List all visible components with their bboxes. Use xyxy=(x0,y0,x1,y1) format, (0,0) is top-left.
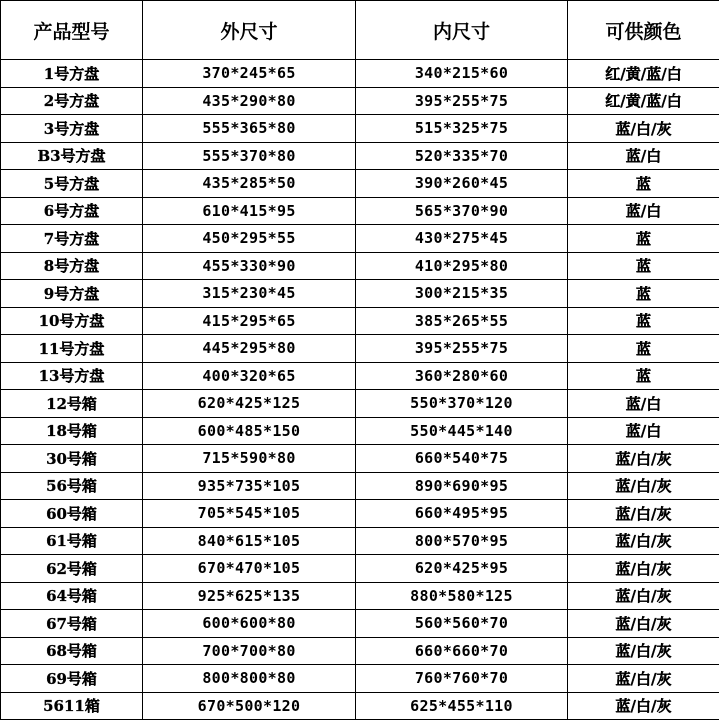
table-row xyxy=(1,335,719,363)
cell-colors: 蓝 xyxy=(568,362,719,390)
cell-outer-size: 600*600*80 xyxy=(143,610,356,638)
cell-model: 2号方盘 xyxy=(1,87,143,115)
cell-colors: 蓝/白/灰 xyxy=(568,610,719,638)
cell-model: 60号箱 xyxy=(1,500,143,528)
cell-colors: 蓝/白/灰 xyxy=(568,115,719,143)
table-row xyxy=(1,225,719,253)
cell-outer-size: 435*290*80 xyxy=(143,87,356,115)
cell-colors: 蓝 xyxy=(568,335,719,363)
cell-inner-size: 625*455*110 xyxy=(356,692,568,720)
cell-colors: 蓝/白 xyxy=(568,142,719,170)
cell-inner-size: 880*580*125 xyxy=(356,582,568,610)
cell-colors: 蓝/白/灰 xyxy=(568,527,719,555)
cell-model: 67号箱 xyxy=(1,610,143,638)
cell-outer-size: 415*295*65 xyxy=(143,307,356,335)
cell-inner-size: 565*370*90 xyxy=(356,197,568,225)
cell-inner-size: 360*280*60 xyxy=(356,362,568,390)
table-row xyxy=(1,500,719,528)
cell-outer-size: 670*470*105 xyxy=(143,555,356,583)
cell-model: 69号箱 xyxy=(1,665,143,693)
cell-model: 1号方盘 xyxy=(1,60,143,88)
cell-model: 8号方盘 xyxy=(1,252,143,280)
table-row xyxy=(1,555,719,583)
cell-outer-size: 700*700*80 xyxy=(143,637,356,665)
table-row xyxy=(1,637,719,665)
cell-inner-size: 890*690*95 xyxy=(356,472,568,500)
table-row xyxy=(1,582,719,610)
cell-inner-size: 390*260*45 xyxy=(356,170,568,198)
table-row xyxy=(1,665,719,693)
cell-model: 10号方盘 xyxy=(1,307,143,335)
cell-outer-size: 670*500*120 xyxy=(143,692,356,720)
table-row xyxy=(1,527,719,555)
cell-colors: 红/黄/蓝/白 xyxy=(568,87,719,115)
cell-outer-size: 925*625*135 xyxy=(143,582,356,610)
cell-colors: 蓝/白/灰 xyxy=(568,637,719,665)
cell-outer-size: 555*365*80 xyxy=(143,115,356,143)
cell-colors: 蓝/白/灰 xyxy=(568,582,719,610)
cell-model: 3号方盘 xyxy=(1,115,143,143)
cell-inner-size: 550*445*140 xyxy=(356,417,568,445)
table-row xyxy=(1,252,719,280)
cell-outer-size: 800*800*80 xyxy=(143,665,356,693)
cell-colors: 蓝/白/灰 xyxy=(568,692,719,720)
table-row xyxy=(1,197,719,225)
cell-colors: 蓝/白/灰 xyxy=(568,665,719,693)
cell-inner-size: 340*215*60 xyxy=(356,60,568,88)
table-row xyxy=(1,170,719,198)
cell-colors: 蓝/白 xyxy=(568,390,719,418)
cell-inner-size: 800*570*95 xyxy=(356,527,568,555)
table-row xyxy=(1,115,719,143)
cell-model: 6号方盘 xyxy=(1,197,143,225)
table-row xyxy=(1,87,719,115)
cell-outer-size: 715*590*80 xyxy=(143,445,356,473)
table-header-row xyxy=(1,1,719,60)
cell-inner-size: 410*295*80 xyxy=(356,252,568,280)
table-row xyxy=(1,362,719,390)
cell-model: 5号方盘 xyxy=(1,170,143,198)
cell-inner-size: 760*760*70 xyxy=(356,665,568,693)
cell-model: 12号箱 xyxy=(1,390,143,418)
table-row xyxy=(1,692,719,720)
cell-model: 62号箱 xyxy=(1,555,143,583)
header-model: 产品型号 xyxy=(1,1,143,60)
table-row xyxy=(1,307,719,335)
cell-colors: 蓝/白/灰 xyxy=(568,472,719,500)
cell-outer-size: 455*330*90 xyxy=(143,252,356,280)
cell-outer-size: 600*485*150 xyxy=(143,417,356,445)
cell-model: 5611箱 xyxy=(1,692,143,720)
cell-colors: 蓝/白 xyxy=(568,197,719,225)
cell-model: 18号箱 xyxy=(1,417,143,445)
cell-model: 64号箱 xyxy=(1,582,143,610)
cell-inner-size: 550*370*120 xyxy=(356,390,568,418)
cell-inner-size: 660*660*70 xyxy=(356,637,568,665)
table-row xyxy=(1,472,719,500)
cell-model: 61号箱 xyxy=(1,527,143,555)
cell-inner-size: 395*255*75 xyxy=(356,335,568,363)
cell-colors: 红/黄/蓝/白 xyxy=(568,60,719,88)
header-inner-size: 内尺寸 xyxy=(356,1,568,60)
cell-inner-size: 520*335*70 xyxy=(356,142,568,170)
cell-model: 56号箱 xyxy=(1,472,143,500)
cell-outer-size: 450*295*55 xyxy=(143,225,356,253)
cell-outer-size: 620*425*125 xyxy=(143,390,356,418)
cell-colors: 蓝/白 xyxy=(568,417,719,445)
table-row xyxy=(1,142,719,170)
cell-outer-size: 705*545*105 xyxy=(143,500,356,528)
cell-outer-size: 315*230*45 xyxy=(143,280,356,308)
table-row xyxy=(1,390,719,418)
cell-colors: 蓝/白/灰 xyxy=(568,500,719,528)
cell-model: 30号箱 xyxy=(1,445,143,473)
cell-colors: 蓝 xyxy=(568,170,719,198)
cell-outer-size: 445*295*80 xyxy=(143,335,356,363)
cell-model: B3号方盘 xyxy=(1,142,143,170)
cell-model: 11号方盘 xyxy=(1,335,143,363)
cell-inner-size: 660*540*75 xyxy=(356,445,568,473)
cell-inner-size: 385*265*55 xyxy=(356,307,568,335)
cell-colors: 蓝 xyxy=(568,280,719,308)
cell-inner-size: 660*495*95 xyxy=(356,500,568,528)
cell-outer-size: 370*245*65 xyxy=(143,60,356,88)
header-colors: 可供颜色 xyxy=(568,1,719,60)
cell-inner-size: 515*325*75 xyxy=(356,115,568,143)
cell-colors: 蓝 xyxy=(568,225,719,253)
cell-outer-size: 435*285*50 xyxy=(143,170,356,198)
cell-colors: 蓝 xyxy=(568,307,719,335)
table-row xyxy=(1,417,719,445)
cell-outer-size: 610*415*95 xyxy=(143,197,356,225)
cell-inner-size: 300*215*35 xyxy=(356,280,568,308)
cell-model: 9号方盘 xyxy=(1,280,143,308)
cell-inner-size: 560*560*70 xyxy=(356,610,568,638)
cell-outer-size: 555*370*80 xyxy=(143,142,356,170)
cell-model: 68号箱 xyxy=(1,637,143,665)
cell-model: 13号方盘 xyxy=(1,362,143,390)
table-row xyxy=(1,280,719,308)
cell-colors: 蓝/白/灰 xyxy=(568,445,719,473)
table-row xyxy=(1,610,719,638)
header-outer-size: 外尺寸 xyxy=(143,1,356,60)
cell-inner-size: 620*425*95 xyxy=(356,555,568,583)
cell-outer-size: 935*735*105 xyxy=(143,472,356,500)
table-row xyxy=(1,445,719,473)
cell-outer-size: 840*615*105 xyxy=(143,527,356,555)
cell-inner-size: 430*275*45 xyxy=(356,225,568,253)
cell-colors: 蓝 xyxy=(568,252,719,280)
table-row xyxy=(1,60,719,88)
cell-colors: 蓝/白/灰 xyxy=(568,555,719,583)
cell-inner-size: 395*255*75 xyxy=(356,87,568,115)
cell-model: 7号方盘 xyxy=(1,225,143,253)
cell-outer-size: 400*320*65 xyxy=(143,362,356,390)
